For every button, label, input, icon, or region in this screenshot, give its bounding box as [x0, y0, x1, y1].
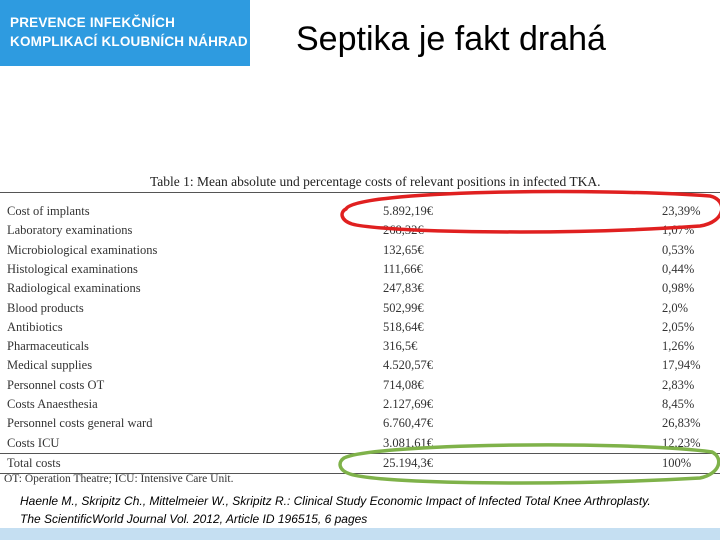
table-row	[0, 355, 720, 374]
brand-line-1: PREVENCE INFEKČNÍCH	[10, 15, 176, 30]
row-label: Cost of implants	[7, 204, 90, 218]
total-percent: 100%	[662, 455, 692, 470]
row-amount: 5.892,19€	[383, 204, 433, 218]
row-amount: 3.081,61€	[383, 435, 433, 450]
slide-title: Septika je fakt drahá	[296, 20, 606, 58]
row-amount: 268,32€	[383, 223, 424, 238]
row-label: Radiological examinations	[7, 281, 141, 296]
total-row	[0, 453, 720, 472]
table-row	[0, 298, 720, 317]
row-amount: 247,83€	[383, 281, 424, 296]
row-percent: 1,26%	[662, 339, 695, 354]
table-footnote: OT: Operation Theatre; ICU: Intensive Care Unit.	[4, 473, 234, 485]
table-row	[0, 240, 720, 259]
row-label: Histological examinations	[7, 261, 138, 276]
row-amount: 502,99€	[383, 300, 424, 315]
table-row	[0, 201, 720, 220]
citation-line-2: The ScientificWorld Journal Vol. 2012, Article ID 196515, 6 pages	[20, 512, 368, 526]
row-label: Laboratory examinations	[7, 223, 133, 238]
table-row	[0, 259, 720, 278]
row-label: Antibiotics	[7, 319, 63, 334]
row-percent: 1,07%	[662, 223, 695, 238]
row-percent: 2,0%	[662, 300, 689, 315]
table-row	[0, 278, 720, 297]
row-amount: 6.760,47€	[383, 416, 433, 431]
row-label: Pharmaceuticals	[7, 339, 89, 354]
row-amount: 4.520,57€	[383, 358, 433, 373]
table-row	[0, 413, 720, 432]
table-row	[0, 317, 720, 336]
row-percent: 0,44%	[662, 261, 695, 276]
table-caption: Table 1: Mean absolute und percentage costs of relevant positions in infected TKA.	[150, 174, 601, 189]
row-percent: 8,45%	[662, 397, 695, 411]
row-percent: 26,83%	[662, 416, 701, 431]
row-amount: 132,65€	[383, 242, 424, 257]
brand-line-2: KOMPLIKACÍ KLOUBNÍCH NÁHRAD	[10, 34, 248, 49]
citation-line-1: Haenle M., Skripitz Ch., Mittelmeier W., Skripitz R.: Clinical Study Economic Impact of Infected Total Knee Arthroplasty.	[20, 494, 651, 508]
table-row	[0, 394, 720, 413]
row-amount: 111,66€	[383, 261, 423, 276]
row-amount: 316,5€	[383, 339, 418, 354]
row-percent: 2,83%	[662, 377, 695, 392]
table-row	[0, 433, 720, 452]
row-label: Personnel costs OT	[7, 377, 105, 392]
brand-banner	[0, 0, 250, 66]
row-label: Microbiological examinations	[7, 242, 158, 257]
table-row	[0, 375, 720, 394]
row-amount: 2.127,69€	[383, 397, 433, 411]
row-percent: 12,23%	[662, 435, 701, 450]
total-amount: 25.194,3€	[383, 455, 433, 470]
table-top-rule	[0, 192, 720, 193]
row-amount: 518,64€	[383, 319, 424, 334]
row-percent: 0,53%	[662, 242, 695, 257]
row-label: Costs ICU	[7, 435, 60, 450]
row-percent: 23,39%	[662, 204, 701, 218]
table-row	[0, 336, 720, 355]
row-amount: 714,08€	[383, 377, 424, 392]
row-label: Costs Anaesthesia	[7, 397, 98, 411]
row-percent: 2,05%	[662, 319, 695, 334]
row-label: Blood products	[7, 300, 84, 315]
row-label: Medical supplies	[7, 358, 93, 373]
row-percent: 17,94%	[662, 358, 701, 373]
citation	[20, 492, 651, 528]
bottom-band	[0, 528, 720, 540]
row-label: Personnel costs general ward	[7, 416, 153, 431]
table-row	[0, 220, 720, 239]
total-label: Total costs	[7, 455, 61, 470]
row-percent: 0,98%	[662, 281, 695, 296]
